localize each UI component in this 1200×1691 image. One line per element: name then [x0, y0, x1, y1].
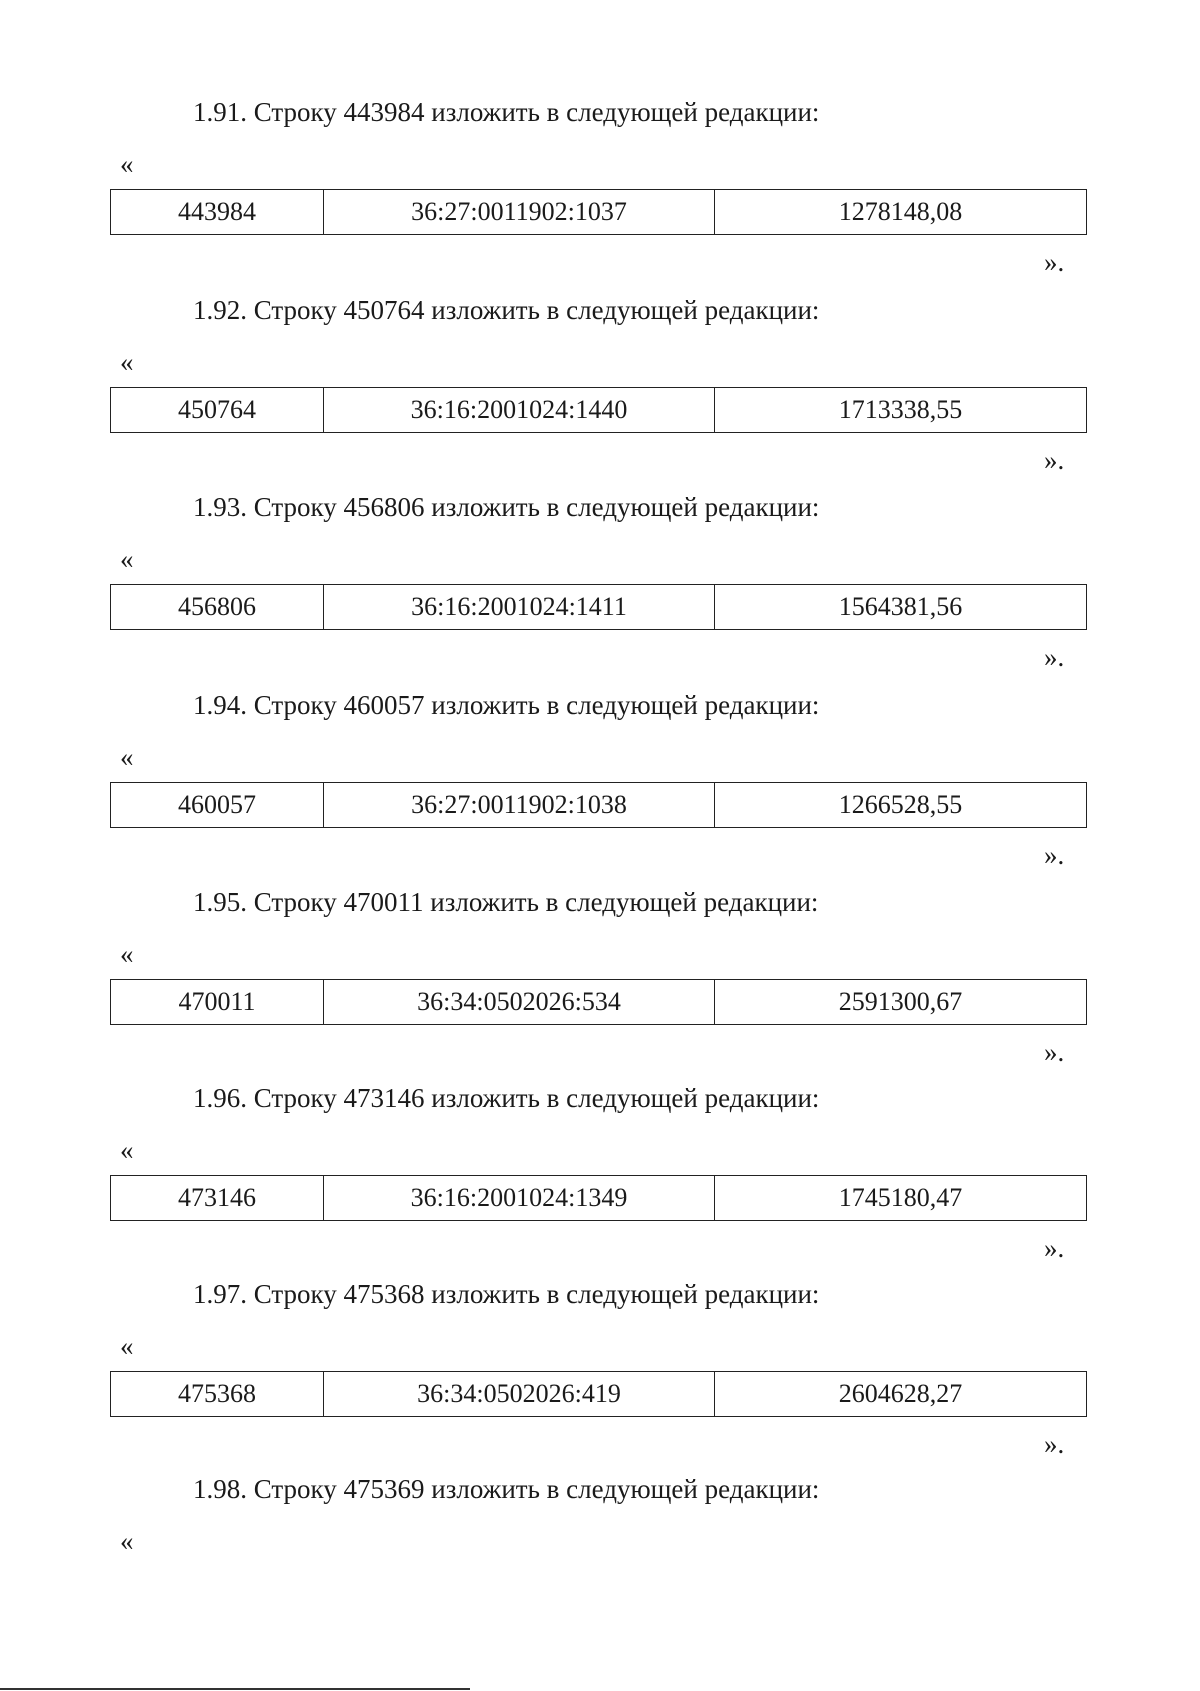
open-quote: «: [120, 1135, 134, 1165]
section-heading: 1.94. Строку 460057 изложить в следующей редакции:: [193, 690, 820, 720]
open-quote: «: [120, 544, 134, 574]
section-heading: 1.96. Строку 473146 изложить в следующей редакции:: [193, 1083, 820, 1113]
row-table: [110, 584, 1087, 630]
page-bottom-rule: [0, 1688, 470, 1690]
table-row: [111, 388, 1087, 433]
row-table: [110, 1175, 1087, 1221]
cadastral-number-cell: 36:34:0502026:534: [324, 980, 715, 1025]
section-heading: 1.97. Строку 475368 изложить в следующей редакции:: [193, 1279, 820, 1309]
cadastral-number-cell: 36:16:2001024:1440: [324, 388, 715, 433]
row-number-cell: 470011: [111, 980, 324, 1025]
open-quote: «: [120, 347, 134, 377]
open-quote: «: [120, 1526, 134, 1556]
section-heading: 1.92. Строку 450764 изложить в следующей редакции:: [193, 295, 820, 325]
cadastral-number-cell: 36:16:2001024:1349: [324, 1176, 715, 1221]
section-heading: 1.93. Строку 456806 изложить в следующей редакции:: [193, 492, 820, 522]
row-number-cell: 460057: [111, 783, 324, 828]
row-number-cell: 450764: [111, 388, 324, 433]
open-quote: «: [120, 939, 134, 969]
table-row: [111, 1372, 1087, 1417]
row-table: [110, 189, 1087, 235]
cadastral-number-cell: 36:27:0011902:1038: [324, 783, 715, 828]
row-table: [110, 1371, 1087, 1417]
close-quote: ».: [1044, 840, 1065, 870]
row-table: [110, 782, 1087, 828]
close-quote: ».: [1044, 445, 1065, 475]
row-table: [110, 979, 1087, 1025]
row-number-cell: 443984: [111, 190, 324, 235]
row-number-cell: 456806: [111, 585, 324, 630]
section-heading: 1.95. Строку 470011 изложить в следующей редакции:: [193, 887, 819, 917]
open-quote: «: [120, 149, 134, 179]
cadastral-number-cell: 36:16:2001024:1411: [324, 585, 715, 630]
close-quote: ».: [1044, 642, 1065, 672]
open-quote: «: [120, 742, 134, 772]
table-row: [111, 783, 1087, 828]
cadastral-value-cell: 2591300,67: [715, 980, 1087, 1025]
close-quote: ».: [1044, 247, 1065, 277]
table-row: [111, 585, 1087, 630]
table-row: [111, 190, 1087, 235]
cadastral-number-cell: 36:34:0502026:419: [324, 1372, 715, 1417]
row-number-cell: 475368: [111, 1372, 324, 1417]
cadastral-value-cell: 1564381,56: [715, 585, 1087, 630]
close-quote: ».: [1044, 1233, 1065, 1263]
cadastral-number-cell: 36:27:0011902:1037: [324, 190, 715, 235]
close-quote: ».: [1044, 1429, 1065, 1459]
cadastral-value-cell: 1745180,47: [715, 1176, 1087, 1221]
close-quote: ».: [1044, 1037, 1065, 1067]
section-heading: 1.91. Строку 443984 изложить в следующей редакции:: [193, 97, 820, 127]
table-row: [111, 980, 1087, 1025]
section-heading: 1.98. Строку 475369 изложить в следующей редакции:: [193, 1474, 820, 1504]
table-row: [111, 1176, 1087, 1221]
cadastral-value-cell: 1266528,55: [715, 783, 1087, 828]
open-quote: «: [120, 1331, 134, 1361]
row-number-cell: 473146: [111, 1176, 324, 1221]
row-table: [110, 387, 1087, 433]
cadastral-value-cell: 2604628,27: [715, 1372, 1087, 1417]
cadastral-value-cell: 1713338,55: [715, 388, 1087, 433]
cadastral-value-cell: 1278148,08: [715, 190, 1087, 235]
